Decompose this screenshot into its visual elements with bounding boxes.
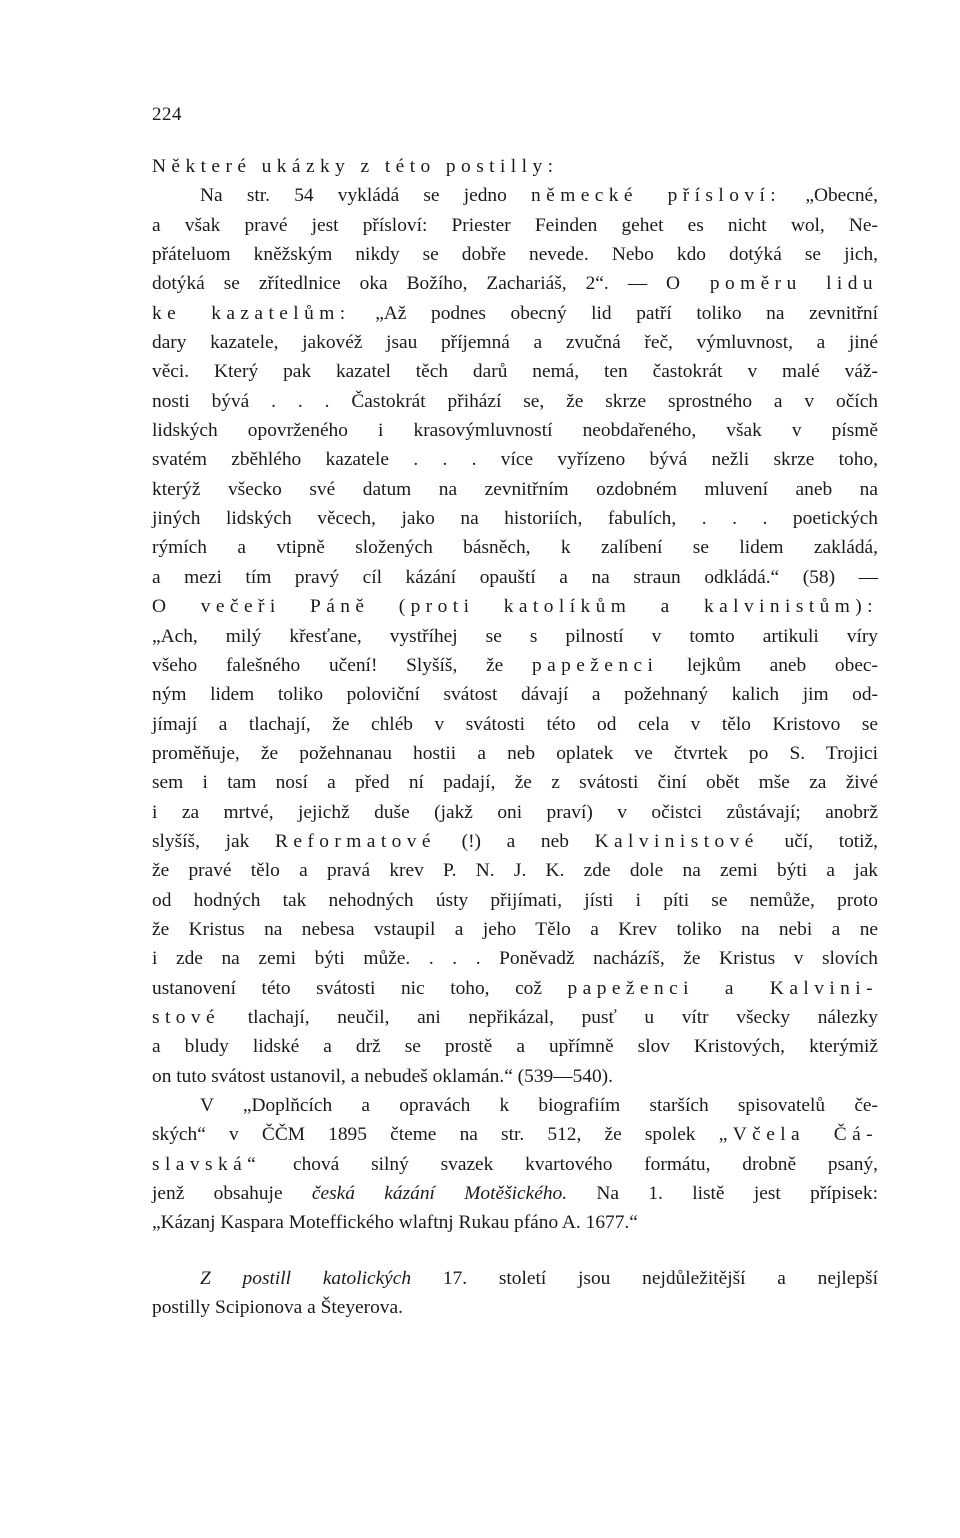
text-span: lidských opovrženého i krasovýmluvností neobdařeného, však v písmě — [152, 420, 878, 442]
text-line — [152, 915, 878, 944]
text-span: „Ach, milý křesťane, vystříhej se s pilností v tomto artikuli víry — [152, 625, 878, 647]
text-span: učí, totiž, — [758, 830, 879, 852]
spaced-text: Kalvinistové — [594, 830, 759, 852]
text-line — [152, 1208, 878, 1237]
italic-text: Z postill katolických — [200, 1267, 412, 1289]
text-line — [152, 827, 878, 856]
text-line — [152, 944, 878, 973]
spaced-text: papeženci a Kalvini- — [567, 977, 878, 999]
text-span: postilly Scipionova a Šteyerova. — [152, 1297, 403, 1319]
spaced-text: papeženci — [531, 654, 659, 676]
spaced-text: O večeři Páně (proti katolíkům a kalvinistům): — [152, 596, 878, 618]
text-span: slyšíš, jak — [152, 830, 275, 852]
italic-text: česká kázání Motěšického. — [311, 1183, 568, 1205]
text-line — [152, 651, 878, 680]
text-line — [152, 1120, 878, 1149]
text-span: proměňuje, že požehnanau hostii a neb oplatek ve čtvrtek po S. Trojici — [152, 742, 878, 764]
text-span: od hodných tak nehodných ústy přijímati, jísti i píti se nemůže, proto — [152, 889, 878, 911]
spaced-text: slavská“ — [152, 1153, 262, 1175]
spaced-text: „Včela Čá- — [718, 1124, 878, 1146]
text-span: kterýž všecko své datum na zevnitřním ozdobném mluvení aneb na — [152, 478, 878, 500]
text-line — [152, 739, 878, 768]
text-line — [152, 1091, 878, 1120]
text-span: chová silný svazek kvartového formátu, drobně psaný, — [261, 1153, 878, 1175]
text-line — [152, 592, 878, 621]
text-line — [152, 416, 878, 445]
text-span: všeho falešného učení! Slyšíš, že — [152, 654, 532, 676]
text-span: jenž obsahuje — [152, 1183, 312, 1205]
text-line — [152, 1032, 878, 1061]
text-line — [152, 1179, 878, 1208]
page-number: 224 — [152, 104, 182, 125]
spaced-text: Některé ukázky z této postilly: — [152, 156, 559, 177]
text-line — [152, 181, 878, 210]
text-span: přáteluom kněžským nikdy se dobře nevede. Nebo kdo dotýká se jich, — [152, 244, 878, 266]
text-span: sem i tam nosí a před ní padají, že z svátosti činí obět mše za živé — [152, 772, 878, 794]
text-span: ustanovení této svátosti nic toho, což — [152, 977, 568, 999]
spaced-text: stové — [152, 1006, 221, 1028]
text-line — [152, 856, 878, 885]
text-line — [152, 1003, 878, 1032]
text-span: že pravé tělo a pravá krev P. N. J. K. zde dole na zemi býti a jak — [152, 860, 878, 882]
text-span: věci. Který pak kazatel těch darů nemá, ten častokrát v malé váž- — [152, 361, 878, 383]
text-span: tlachají, neučil, ani nepřikázal, pusť u vítr všecky nálezky — [220, 1006, 878, 1028]
text-line — [152, 563, 878, 592]
text-line — [152, 680, 878, 709]
text-line — [152, 710, 878, 739]
text-span: „Obecné, — [781, 185, 878, 207]
text-line — [152, 1264, 878, 1293]
text-span: nosti bývá . . . Častokrát přihází se, že skrze sprostného a v očích — [152, 390, 878, 412]
text-span: dary kazatele, jakovéž jsau příjemná a zvučná řeč, výmluvnost, a jiné — [152, 332, 878, 354]
text-span: 17. století jsou nejdůležitější a nejlepší — [411, 1267, 878, 1289]
text-line — [152, 299, 878, 328]
text-line — [152, 1150, 878, 1179]
text-line — [152, 269, 878, 298]
text-line — [152, 886, 878, 915]
spaced-text: ke kazatelům: — [152, 302, 351, 324]
text-line — [152, 445, 878, 474]
text-span: že Kristus na nebesa vstaupil a jeho Tělo a Krev toliko na nebi a ne — [152, 918, 878, 940]
text-line — [152, 622, 878, 651]
spaced-text: německé přísloví: — [531, 185, 782, 207]
text-line — [152, 1293, 878, 1322]
text-span: lejkům aneb obec- — [658, 654, 878, 676]
text-span: (!) a neb — [435, 830, 595, 852]
body-text — [152, 152, 878, 1322]
text-span: a mezi tím pravý cíl kázání opauští a na straun odkládá.“ (58) — — [152, 566, 878, 588]
text-line — [152, 533, 878, 562]
text-span: „Až podnes obecný lid patří toliko na zevnitřní — [350, 302, 879, 324]
text-span: a bludy lidské a drž se prostě a upřímně slov Kristových, kterýmiž — [152, 1036, 878, 1058]
text-line — [152, 974, 878, 1003]
text-line — [152, 475, 878, 504]
text-span: a však pravé jest přísloví: Priester Feinden gehet es nicht wol, Ne- — [152, 214, 878, 236]
text-line — [152, 240, 878, 269]
text-span: dotýká se zřítedlnice oka Božího, Zachariáš, 2“. — — [152, 273, 667, 295]
spaced-text: Reformatové — [274, 830, 436, 852]
text-line — [152, 387, 878, 416]
text-line — [152, 328, 878, 357]
text-span: i za mrtvé, jejichž duše (jakž oni praví) v očistci zůstávají; anobrž — [152, 801, 878, 823]
text-span: Na str. 54 vykládá se jedno — [200, 185, 532, 207]
text-span: on tuto svátost ustanovil, a nebudeš oklamán.“ (539—540). — [152, 1065, 613, 1087]
text-line — [152, 152, 878, 181]
text-span: jiných lidských věcech, jako na historiích, fabulích, . . . poetických — [152, 508, 878, 530]
paragraph-gap — [152, 1238, 878, 1264]
text-span: V „Doplňcích a opravách k biografiím starších spisovatelů če- — [200, 1095, 878, 1116]
text-span: jímají a tlachají, že chléb v svátosti této od cela v tělo Kristovo se — [152, 713, 878, 735]
text-span: ným lidem toliko poloviční svátost dávají a požehnaný kalich jim od- — [152, 684, 878, 706]
text-line — [152, 768, 878, 797]
text-line — [152, 798, 878, 827]
spaced-text: O poměru lidu — [666, 273, 878, 295]
text-span: ských“ v ČČM 1895 čteme na str. 512, že spolek — [152, 1124, 719, 1146]
text-span: svatém zběhlého kazatele . . . více vyřízeno bývá nežli skrze toho, — [152, 449, 878, 471]
text-line — [152, 211, 878, 240]
text-line — [152, 504, 878, 533]
text-span: „Kázanj Kaspara Motеffického wlaftnj Rukau pfáno A. 1677.“ — [152, 1212, 638, 1234]
text-span: Na 1. listě jest přípisek: — [567, 1183, 878, 1205]
text-span: i zde na zemi býti může. . . . Poněvadž nacházíš, že Kristus v slovích — [152, 948, 878, 970]
text-line — [152, 357, 878, 386]
text-line — [152, 1062, 878, 1091]
text-span: rýmích a vtipně složených básněch, k zalíbení se lidem zakládá, — [152, 537, 878, 559]
